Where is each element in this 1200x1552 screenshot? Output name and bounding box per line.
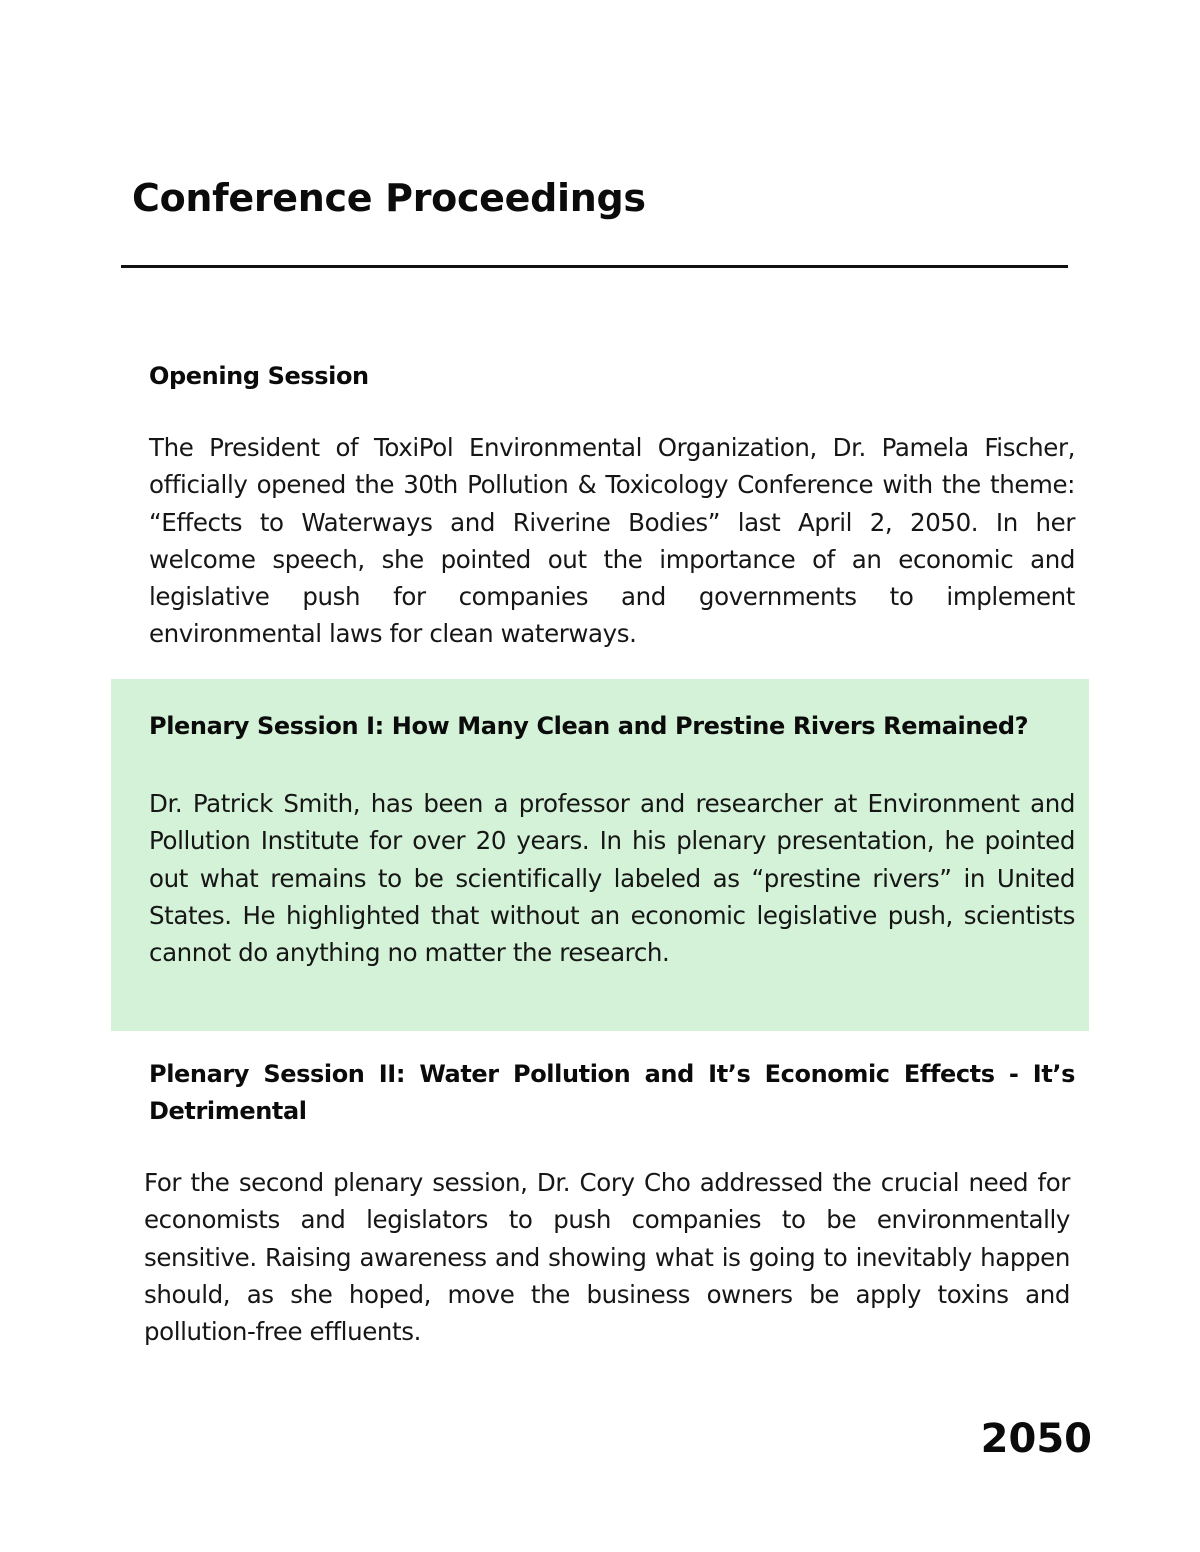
- title-divider: [121, 265, 1068, 268]
- plenary-session-1-body: Dr. Patrick Smith, has been a professor and researcher at Environment and Pollution Institute for over 20 years. In his plenary presentation, he pointed out what remains to be scientifically labeled as “prestine rivers” in United States. He highlighted that without an economic legislative push, scientists cannot do anything no matter the research.: [149, 789, 1075, 968]
- plenary-session-2-body: For the second plenary session, Dr. Cory Cho addressed the crucial need for economists and legislators to push companies to be environmentally sensitive. Raising awareness and showing what is going to inevitably happen should, as she hoped, move the business owners be apply toxins and pollution-free effluents.: [144, 1168, 1070, 1347]
- plenary-session-1-heading: Plenary Session I: How Many Clean and Prestine Rivers Remained?: [149, 712, 1029, 740]
- opening-session-body: The President of ToxiPol Environmental Organization, Dr. Pamela Fischer, officially opened the 30th Pollution & Toxicology Conference with the theme: “Effects to Waterways and Riverine Bodies” last April 2, 2050. In her welcome speech, she pointed out the importance of an economic and legislative push for companies and governments to implement environmental laws for clean waterways.: [149, 433, 1075, 649]
- document-year: 2050: [980, 1416, 1092, 1462]
- plenary-session-2-heading: Plenary Session II: Water Pollution and It’s Economic Effects - It’s Detrimental: [149, 1060, 1075, 1125]
- opening-session-heading: Opening Session: [149, 362, 369, 390]
- page-title: Conference Proceedings: [132, 176, 646, 220]
